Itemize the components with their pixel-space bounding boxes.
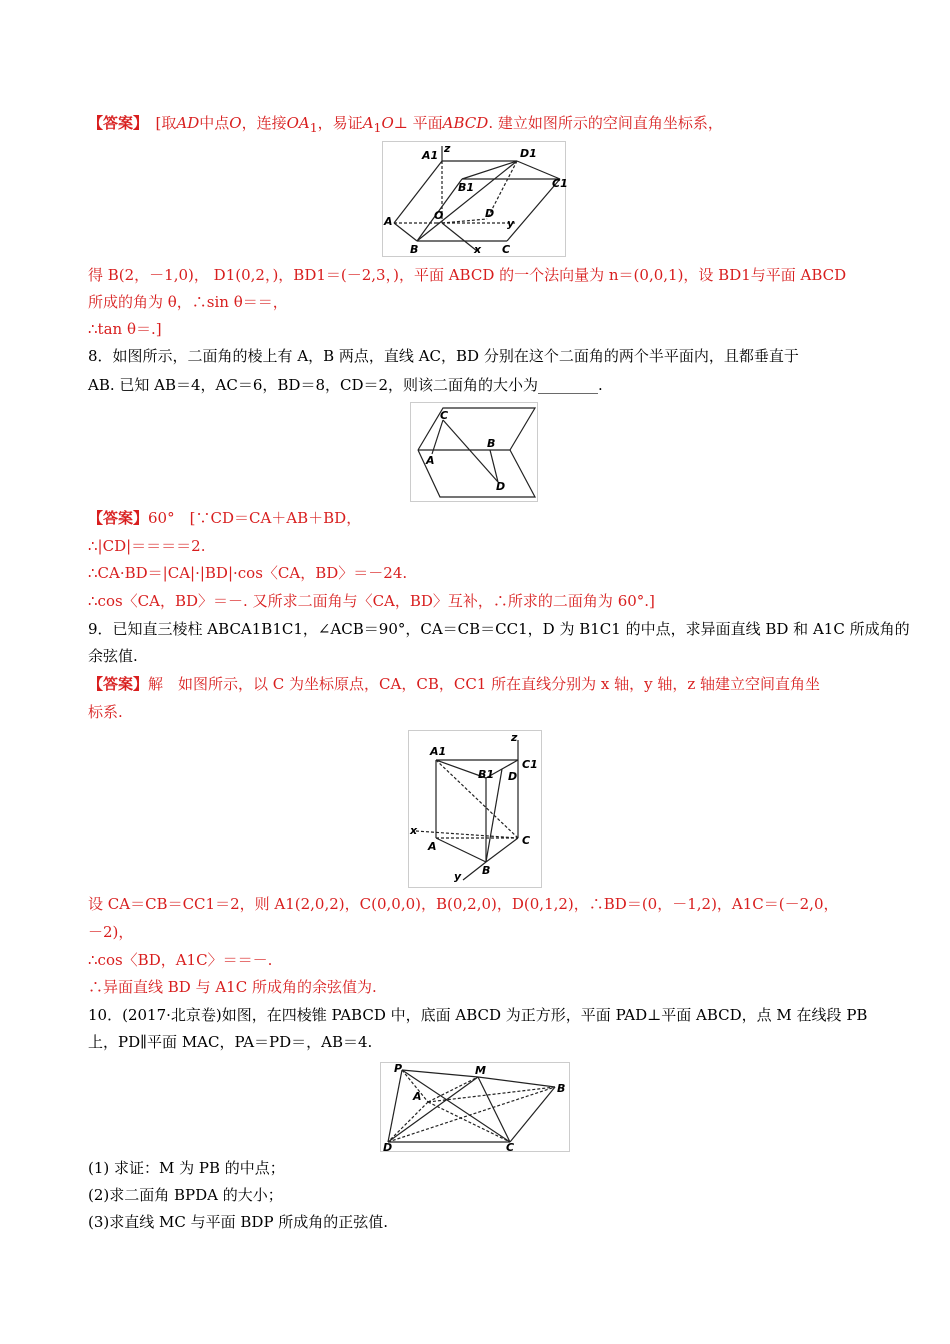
- text: AD: [176, 114, 200, 132]
- text: . 建立如图所示的空间直角坐标系，: [488, 114, 723, 132]
- fig-label: x: [410, 824, 418, 837]
- text: ，连接: [241, 114, 287, 132]
- fig-label: y: [507, 217, 515, 230]
- q7-answer-line4: ∴tan θ＝.]: [88, 320, 162, 338]
- text: [取: [140, 114, 177, 132]
- text: O: [229, 114, 242, 132]
- fig-label: D: [485, 207, 495, 220]
- fig-label: x: [474, 243, 482, 256]
- fig-label: O: [434, 209, 444, 222]
- q9-prism-figure: [408, 730, 542, 888]
- q8-answer-line4: ∴cos〈CA，BD〉＝－. 又所求二面角与〈CA，BD〉互补，∴所求的二面角为 60°.]: [88, 592, 655, 610]
- fig-label: y: [454, 870, 462, 883]
- q10-part3: (3)求直线 MC 与平面 BDP 所成角的正弦值.: [88, 1213, 389, 1231]
- fig-label: B: [487, 437, 496, 450]
- q9-answer-line5: ∴cos〈BD，A1C〉＝＝－.: [88, 951, 273, 969]
- q9-question-line2: 余弦值.: [88, 647, 138, 665]
- text: ⊥ 平面: [393, 114, 443, 132]
- q8-dihedral-figure: [410, 402, 538, 502]
- text: ，易证: [317, 114, 363, 132]
- fig-label: C1: [552, 177, 568, 190]
- q7-answer-line3: 所成的角为 θ，∴sin θ＝＝，: [88, 293, 288, 311]
- q9-answer-line4: －2)，: [88, 923, 134, 941]
- fig-label: C: [506, 1141, 515, 1154]
- fig-label: B1: [478, 768, 495, 781]
- fig-label: C: [440, 409, 449, 422]
- q9-answer-line3: 设 CA＝CB＝CC1＝2，则 A1(2,0,2)，C(0,0,0)，B(0,2,0)，D(0,1,2)，∴BD＝(0，－1,2)，A1C＝(－2,0，: [88, 895, 839, 913]
- fig-label: D: [508, 770, 518, 783]
- answer-tag: 【答案】: [88, 509, 149, 527]
- fig-label: z: [444, 142, 451, 155]
- text: ABCD: [442, 114, 489, 132]
- fig-label: A: [384, 215, 393, 228]
- q10-question-line2: 上，PD∥平面 MAC，PA＝PD＝，AB＝4.: [88, 1033, 373, 1051]
- fig-label: A: [426, 454, 435, 467]
- fig-label: C: [522, 834, 531, 847]
- fig-label: C1: [522, 758, 538, 771]
- q10-part1: (1) 求证：M 为 PB 的中点；: [88, 1159, 285, 1177]
- q8-question-line2: AB. 已知 AB＝4，AC＝6，BD＝8，CD＝2，则该二面角的大小为________.: [88, 376, 603, 394]
- q8-answer-line2: ∴|CD|＝＝＝＝2.: [88, 537, 206, 555]
- q9-answer-line1: [88, 674, 820, 694]
- text: A: [362, 114, 374, 132]
- answer-tag: 【答案】: [88, 675, 149, 693]
- text: OA: [286, 114, 310, 132]
- fig-label: B1: [458, 181, 475, 194]
- fig-label: C: [502, 243, 511, 256]
- fig-label: D: [496, 480, 506, 493]
- subscript: 1: [373, 120, 382, 135]
- fig-label: A: [413, 1090, 422, 1103]
- text: 解 如图所示，以 C 为坐标原点，CA，CB，CC1 所在直线分别为 x 轴，y 轴，z 轴建立空间直角坐: [148, 675, 821, 693]
- q8-answer-line3: ∴CA·BD＝|CA|·|BD|·cos〈CA，BD〉＝－24.: [88, 564, 408, 582]
- answer-value: 60°: [148, 509, 175, 527]
- text: 中点: [199, 114, 230, 132]
- fig-label: z: [511, 731, 518, 744]
- fig-label: B: [482, 864, 491, 877]
- fig-label: P: [394, 1062, 403, 1075]
- fig-label: A: [428, 840, 437, 853]
- fig-label: M: [475, 1064, 486, 1077]
- q10-part2: (2)求二面角 BPDA 的大小；: [88, 1186, 283, 1204]
- subscript: 1: [309, 120, 318, 135]
- text: [∵CD＝CA＋AB＋BD，: [189, 509, 362, 527]
- fig-label: A1: [422, 149, 439, 162]
- q8-question-line1: 8．如图所示，二面角的棱上有 A，B 两点，直线 AC，BD 分别在这个二面角的两个半平面内，且都垂直于: [88, 347, 799, 365]
- q7-parallelepiped-figure: [382, 141, 566, 257]
- fig-label: D: [383, 1141, 393, 1154]
- q8-answer-line1: [88, 508, 361, 528]
- fig-label: D1: [520, 147, 537, 160]
- fig-label: B: [410, 243, 419, 256]
- fig-label: A1: [430, 745, 447, 758]
- fig-label: B: [557, 1082, 566, 1095]
- q7-answer-line2: 得 B(2，－1,0)， D1(0,2，)，BD1＝(－2,3，)，平面 ABCD 的一个法向量为 n＝(0,0,1)，设 BD1与平面 ABCD: [88, 266, 847, 284]
- q7-answer-line1: [88, 113, 723, 138]
- q10-pyramid-figure: [380, 1062, 570, 1152]
- q10-question-line1: 10．(2017·北京卷)如图，在四棱锥 PABCD 中，底面 ABCD 为正方形，平面 PAD⊥平面 ABCD，点 M 在线段 PB: [88, 1006, 868, 1024]
- q9-answer-line2: 标系.: [88, 703, 123, 721]
- text: O: [381, 114, 394, 132]
- q9-answer-line6: ∴异面直线 BD 与 A1C 所成角的余弦值为.: [88, 978, 377, 996]
- answer-tag: 【答案】: [88, 114, 141, 132]
- q9-question-line1: 9．已知直三棱柱 ABCA1B1C1，∠ACB＝90°，CA＝CB＝CC1，D 为 B1C1 的中点，求异面直线 BD 和 A1C 所成角的: [88, 620, 910, 638]
